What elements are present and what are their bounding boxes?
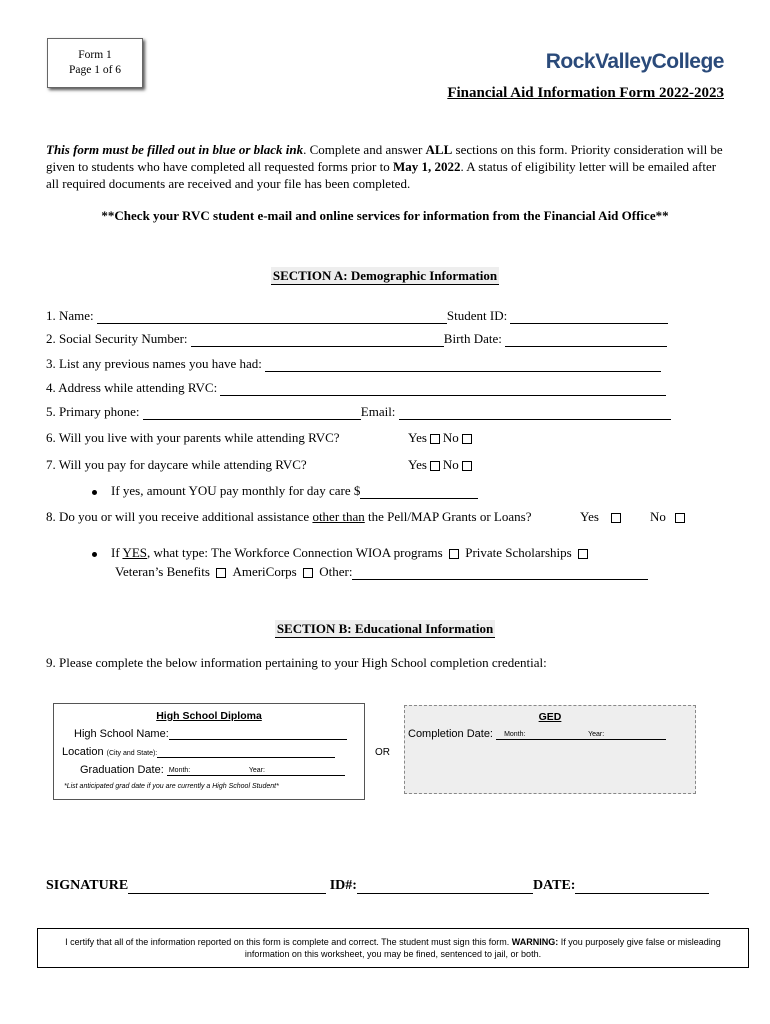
ink-notice: This form must be filled out in blue or black ink xyxy=(46,142,304,157)
section-b-heading xyxy=(0,621,770,637)
other-field[interactable] xyxy=(352,566,648,580)
q1-row xyxy=(46,308,668,324)
birth-date-field[interactable] xyxy=(505,333,667,347)
hs-location-label: Location xyxy=(62,746,104,758)
q5-row xyxy=(46,404,671,420)
hs-year-label: Year: xyxy=(248,767,265,774)
or-label: OR xyxy=(375,747,390,758)
warning-label: WARNING: xyxy=(511,937,559,947)
q6-yes-checkbox[interactable] xyxy=(430,434,440,444)
q6-label: 6. Will you live with your parents while attending RVC? xyxy=(46,430,340,445)
q6-no-label: No xyxy=(442,430,459,445)
q2-row xyxy=(46,331,667,347)
q9-label: 9. Please complete the below information pertaining to your High School completion credential: xyxy=(46,655,547,670)
name-field[interactable] xyxy=(97,310,447,324)
section-b-title: SECTION B: Educational Information xyxy=(276,621,494,636)
wioa-checkbox[interactable] xyxy=(449,549,459,559)
q8-row xyxy=(46,509,531,525)
ssn-field[interactable] xyxy=(191,333,444,347)
q8-yes-checkbox[interactable] xyxy=(611,513,621,523)
hs-grad-field[interactable] xyxy=(167,764,345,776)
signature-row xyxy=(46,878,709,894)
email-notice: **Check your RVC student e-mail and online services for information from the Financial Aid Office** xyxy=(101,208,669,223)
q7-row xyxy=(46,457,307,473)
q8-other-than: other than xyxy=(312,509,365,524)
form-number-box xyxy=(47,38,143,88)
college-logo: RockValleyCollege xyxy=(545,50,724,73)
intro-text-3: . A status of eligibility letter will be emailed after all required documents are received and your file has been completed. xyxy=(46,159,717,191)
hs-grad-note: *List anticipated grad date if you are currently a High School Student* xyxy=(64,783,279,790)
form-number: Form 1 xyxy=(78,49,112,61)
veterans-benefits-label: Veteran’s Benefits xyxy=(115,564,214,579)
q8-text-1: 8. Do you or will you receive additional assistance xyxy=(46,509,313,524)
intro-text-2: sections on this form. Priority consideration will be given to students who have completed all requested forms prior to xyxy=(46,142,723,174)
q8-text-2: the Pell/MAP Grants or Loans? xyxy=(364,509,532,524)
q6-row xyxy=(46,430,340,446)
student-id-field[interactable] xyxy=(510,310,668,324)
email-label: Email: xyxy=(360,404,399,419)
hs-grad-row xyxy=(80,764,345,776)
hs-name-field[interactable] xyxy=(169,728,347,740)
high-school-diploma-box xyxy=(53,703,365,800)
q8-no-checkbox[interactable] xyxy=(675,513,685,523)
id-label: ID#: xyxy=(329,878,357,893)
veterans-benefits-checkbox[interactable] xyxy=(216,568,226,578)
intro-text-1: . Complete and answer xyxy=(303,142,426,157)
q8-no-label: No xyxy=(650,509,666,524)
q6-yes-label: Yes xyxy=(408,430,427,445)
q8-no-option xyxy=(650,509,688,525)
q8-yes-option xyxy=(580,509,624,525)
hs-name-label: High School Name: xyxy=(74,728,169,740)
private-scholarships-label: Private Scholarships xyxy=(465,545,575,560)
q4-row xyxy=(46,380,666,396)
daycare-amount-field[interactable] xyxy=(360,485,478,499)
signature-field[interactable] xyxy=(128,878,326,894)
other-label: Other: xyxy=(319,564,353,579)
q6-no-checkbox[interactable] xyxy=(462,434,472,444)
q7-no-label: No xyxy=(442,457,459,472)
q8-wioa-label: , what type: The Workforce Connection WIOA programs xyxy=(147,545,446,560)
ged-completion-field[interactable] xyxy=(496,728,666,740)
hs-month-label: Month: xyxy=(168,767,191,774)
ged-box xyxy=(404,705,696,794)
name-label: 1. Name: xyxy=(46,308,97,323)
date-label: DATE: xyxy=(532,878,576,893)
q8-yes-label: Yes xyxy=(580,509,599,524)
page-number: Page 1 of 6 xyxy=(68,64,122,76)
address-field[interactable] xyxy=(220,382,666,396)
hs-diploma-title: High School Diploma xyxy=(156,710,262,722)
deadline: May 1, 2022 xyxy=(392,159,461,174)
q8-type-row-2 xyxy=(115,564,648,580)
ged-completion-row xyxy=(408,728,666,740)
signature-label: SIGNATURE xyxy=(46,878,129,893)
hs-location-small: (City and State): xyxy=(106,750,158,757)
id-field[interactable] xyxy=(357,878,533,894)
phone-label: 5. Primary phone: xyxy=(46,404,143,419)
certify-text-1: I certify that all of the information reported on this form is complete and correct. The student must sign this form. xyxy=(65,937,512,947)
q7-yes-checkbox[interactable] xyxy=(430,461,440,471)
q3-row xyxy=(46,356,661,372)
page-title: Financial Aid Information Form 2022-2023 xyxy=(447,85,724,101)
q7-options xyxy=(408,457,475,473)
q7-no-checkbox[interactable] xyxy=(462,461,472,471)
hs-grad-label: Graduation Date: xyxy=(80,764,164,776)
all-emphasis: ALL xyxy=(425,142,453,157)
student-id-label: Student ID: xyxy=(446,308,511,323)
previous-names-label: 3. List any previous names you have had: xyxy=(46,356,266,371)
q6-options xyxy=(408,430,475,446)
intro-paragraph xyxy=(46,141,731,192)
q8-yes-underlined: YES xyxy=(122,545,147,560)
section-a-heading xyxy=(0,268,770,284)
certify-text-2: If you purposely give false or misleading information on this worksheet, you may be fined, sentenced to jail, or both. xyxy=(244,937,721,959)
q7-yes-label: Yes xyxy=(408,457,427,472)
bullet-icon xyxy=(92,490,97,495)
birth-date-label: Birth Date: xyxy=(443,331,506,346)
ged-completion-label: Completion Date: xyxy=(408,728,493,740)
ged-year-label: Year: xyxy=(588,731,605,738)
q7-daycare-row xyxy=(92,483,478,499)
q8-if-label: If xyxy=(111,545,123,560)
q8-type-row xyxy=(92,545,591,561)
previous-names-field[interactable] xyxy=(265,358,661,372)
email-field[interactable] xyxy=(399,406,671,420)
americorps-label: AmeriCorps xyxy=(232,564,300,579)
q7-label: 7. Will you pay for daycare while attending RVC? xyxy=(46,457,307,472)
phone-field[interactable] xyxy=(143,406,361,420)
hs-location-field[interactable] xyxy=(157,746,335,758)
certification-box xyxy=(37,928,749,968)
ged-title: GED xyxy=(538,711,562,723)
address-label: 4. Address while attending RVC: xyxy=(46,380,221,395)
bullet-icon xyxy=(92,552,97,557)
ged-month-label: Month: xyxy=(504,731,526,738)
hs-name-row xyxy=(74,728,347,740)
date-field[interactable] xyxy=(575,878,709,894)
daycare-amount-label: If yes, amount YOU pay monthly for day care $ xyxy=(111,483,361,498)
hs-location-row xyxy=(62,746,335,758)
certification-text xyxy=(48,936,738,960)
section-a-title: SECTION A: Demographic Information xyxy=(272,268,498,283)
americorps-checkbox[interactable] xyxy=(303,568,313,578)
private-scholarships-checkbox[interactable] xyxy=(578,549,588,559)
ssn-label: 2. Social Security Number: xyxy=(46,331,191,346)
